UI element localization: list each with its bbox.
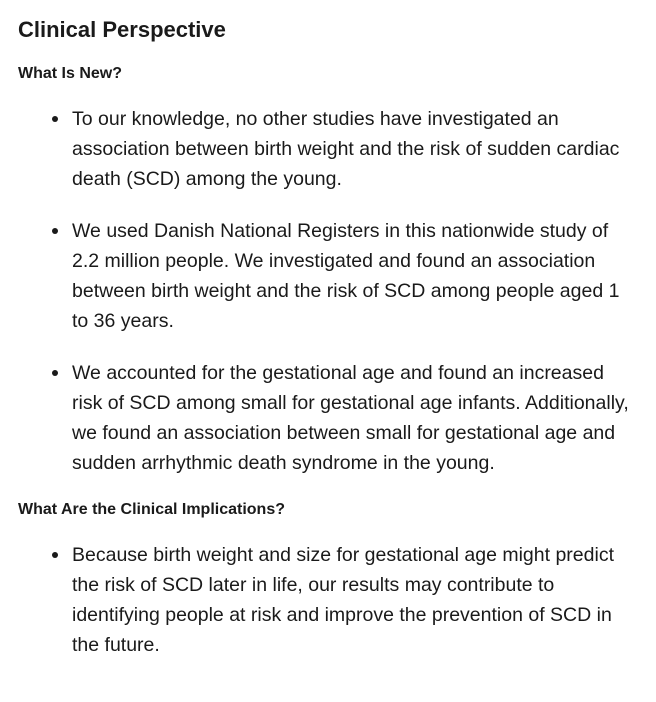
section-heading-clinical-implications: What Are the Clinical Implications?: [18, 501, 285, 518]
list-item-text: We accounted for the gestational age and found an increased risk of SCD among small for gestational age infants. Additionally, we found an association between small for gestational age and sudden arrhythmic death syndrome in the young.: [72, 362, 629, 474]
bullet-icon: [52, 370, 58, 376]
clinical-implications-section: [18, 500, 638, 660]
bullet-icon: [52, 228, 58, 234]
list-item-text: To our knowledge, no other studies have investigated an association between birth weight and the risk of sudden cardiac death (SCD) among the young.: [72, 108, 620, 190]
what-is-new-list: [18, 104, 638, 478]
section-heading-what-is-new: What Is New?: [18, 65, 123, 82]
bullet-icon: [52, 552, 58, 558]
clinical-implications-list: [18, 540, 638, 660]
bullet-icon: [52, 116, 58, 122]
what-is-new-section: [18, 64, 638, 478]
list-item: [72, 216, 638, 336]
list-item: [72, 540, 638, 660]
list-item: [72, 358, 638, 478]
list-item-text: We used Danish National Registers in this nationwide study of 2.2 million people. We investigated and found an association between birth weight and the risk of SCD among people aged 1 to 36 years.: [72, 220, 620, 332]
list-item: [72, 104, 638, 194]
list-item-text: Because birth weight and size for gestational age might predict the risk of SCD later in life, our results may contribute to identifying people at risk and improve the prevention of SCD in the future.: [72, 544, 614, 656]
page-title: Clinical Perspective: [18, 17, 226, 42]
